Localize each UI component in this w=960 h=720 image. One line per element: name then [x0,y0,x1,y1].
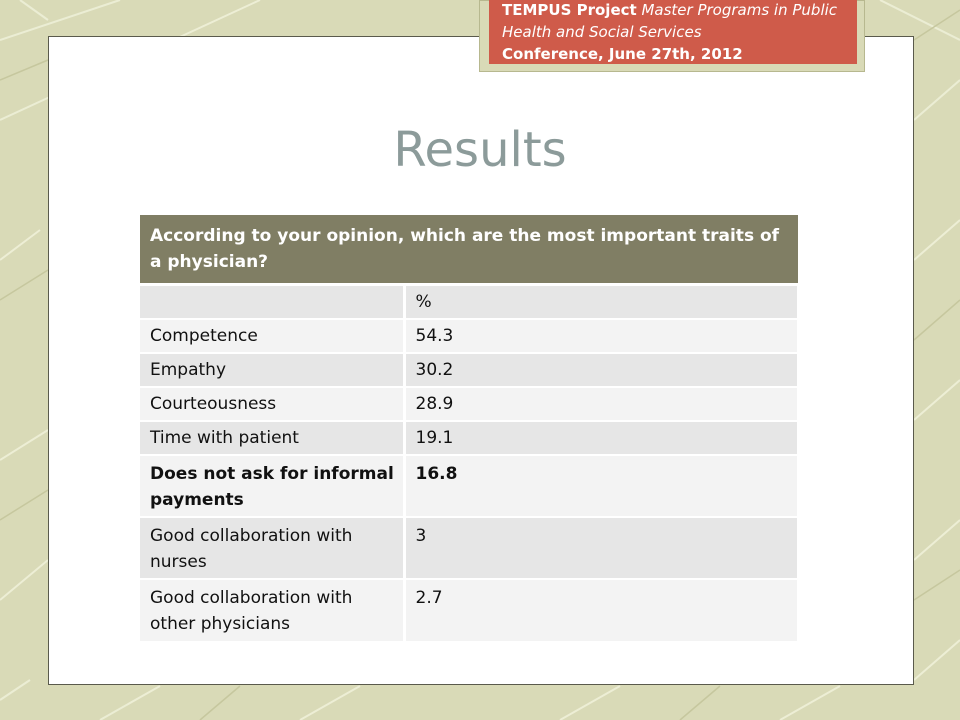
table-row [140,285,798,319]
banner-program: Master Programs in Public Health and Social Services [502,1,838,41]
banner-conference: Conference, June 27th, 2012 [502,45,743,63]
value-cell: 16.8 [404,455,798,517]
trait-cell: Competence [140,319,404,353]
trait-cell: Good collaboration with other physicians [140,579,404,641]
value-cell: 54.3 [404,319,798,353]
banner-project: TEMPUS Project [502,1,637,19]
trait-cell: Empathy [140,353,404,387]
table-row [140,421,798,455]
table-row [140,387,798,421]
table-row [140,353,798,387]
value-cell: 19.1 [404,421,798,455]
table-row [140,319,798,353]
trait-cell: Courteousness [140,387,404,421]
value-cell: 28.9 [404,387,798,421]
table-row [140,579,798,641]
trait-cell: Does not ask for informal payments [140,455,404,517]
conference-banner-text [489,0,857,64]
value-cell: 30.2 [404,353,798,387]
value-cell: 2.7 [404,579,798,641]
table-unit-header: % [404,285,798,319]
results-table [140,215,800,641]
trait-cell: Time with patient [140,421,404,455]
table-row-highlighted [140,455,798,517]
table-cell-empty [140,285,404,319]
table-row [140,517,798,579]
conference-banner [479,0,865,72]
slide-title: Results [393,122,567,178]
trait-cell: Good collaboration with nurses [140,517,404,579]
value-cell: 3 [404,517,798,579]
table-question-header: According to your opinion, which are the most important traits of a physician? [140,215,798,285]
